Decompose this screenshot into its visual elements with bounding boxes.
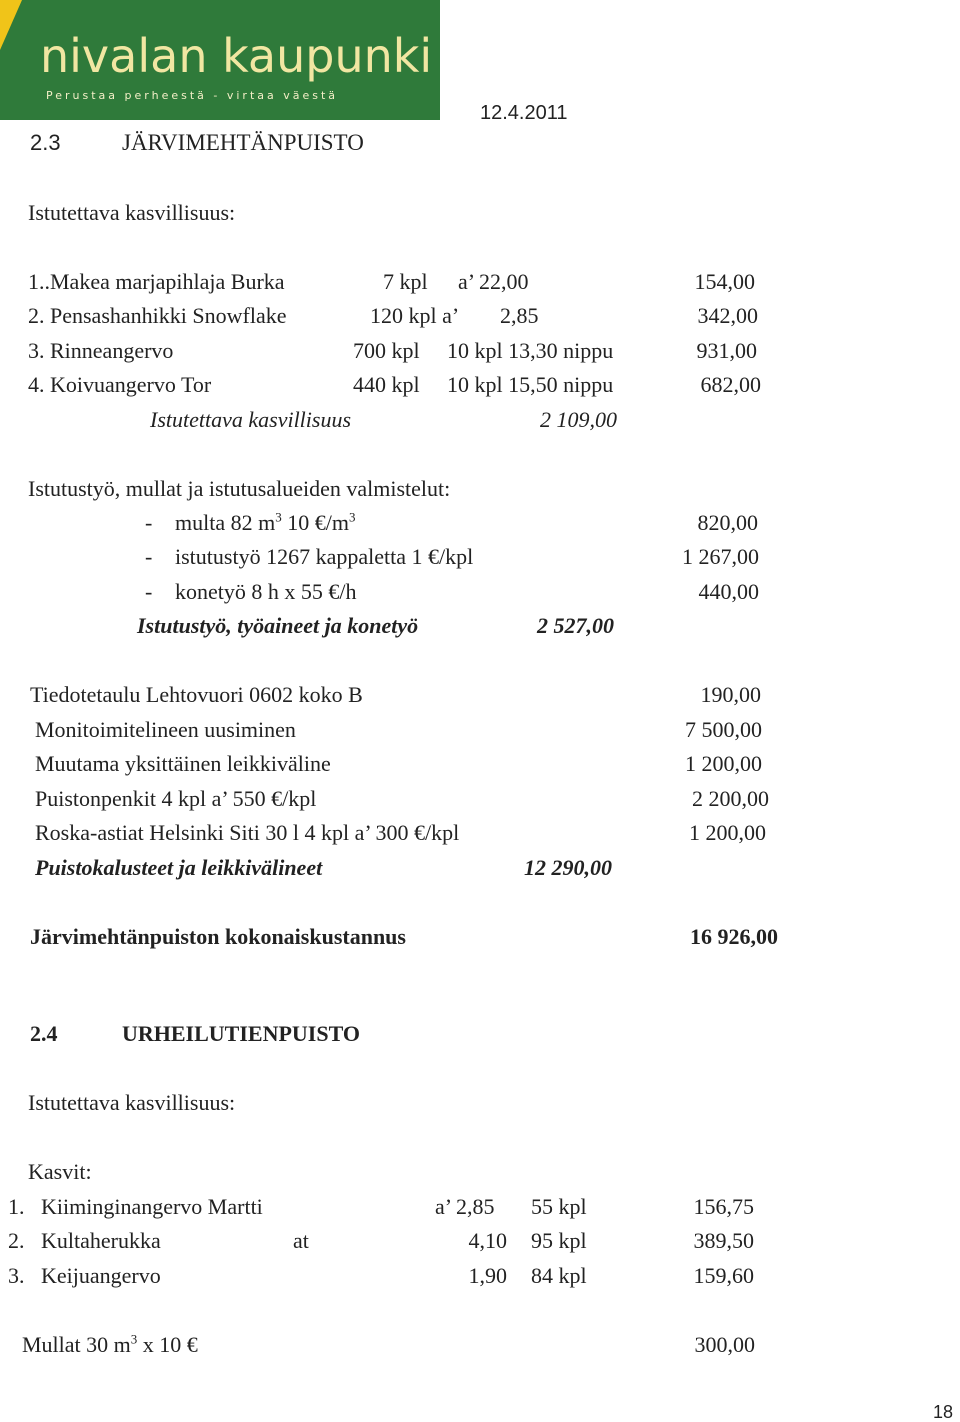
item-total: 931,00 (696, 338, 757, 363)
plant-name: Keijuangervo (41, 1263, 161, 1288)
item-total: 682,00 (700, 372, 761, 397)
section-title: URHEILUTIENPUISTO (122, 1021, 360, 1046)
subtotal-furniture-label: Puistokalusteet ja leikkivälineet (35, 855, 323, 880)
furniture-item-label: Puistonpenkit 4 kpl a’ 550 €/kpl (35, 786, 317, 811)
work-heading: Istutustyö, mullat ja istutusalueiden valmistelut: (28, 476, 451, 501)
logo-slogan: Perustaa perheestä - virtaa väestä (46, 89, 339, 102)
subtotal-work-value: 2 527,00 (537, 613, 614, 638)
plant-number: 1. (8, 1194, 25, 1219)
item-qty: 700 kpl (353, 338, 420, 363)
list-dash: - (145, 544, 153, 569)
section-title: JÄRVIMEHTÄNPUISTO (122, 130, 364, 155)
item-qty: 7 kpl (383, 269, 428, 294)
plant-price: 4,10 (468, 1228, 507, 1253)
logo-name: nivalan kaupunki (40, 29, 433, 83)
work-item-total: 820,00 (697, 510, 758, 535)
plant-qty: 84 kpl (531, 1263, 587, 1288)
furniture-item-label: Roska-astiat Helsinki Siti 30 l 4 kpl a’ 300 €/kpl (35, 820, 460, 845)
furniture-item-total: 2 200,00 (692, 786, 769, 811)
plant-mid: at (293, 1228, 309, 1253)
page-number: 18 (933, 1402, 954, 1422)
section-number: 2.3 (30, 130, 61, 155)
list-dash: - (145, 510, 153, 535)
furniture-item-total: 1 200,00 (689, 820, 766, 845)
plant-qty: 55 kpl (531, 1194, 587, 1219)
subtotal-furniture-value: 12 290,00 (524, 855, 612, 880)
item-name: 1..Makea marjapihlaja Burka (28, 269, 285, 294)
item-total: 342,00 (697, 303, 758, 328)
plant-number: 2. (8, 1228, 25, 1253)
item-name: 4. Koivuangervo Tor (28, 372, 212, 397)
subtotal-plants-label: Istutettava kasvillisuus (150, 407, 352, 432)
furniture-item-label: Tiedotetaulu Lehtovuori 0602 koko B (30, 682, 363, 707)
item-qty: 440 kpl (353, 372, 420, 397)
city-logo (0, 0, 440, 120)
work-item-label: multa 82 $m^3$ 10 $€/m^3$ (175, 509, 356, 535)
plant-total: 156,75 (693, 1194, 754, 1219)
plants-heading: Istutettava kasvillisuus: (28, 1090, 236, 1115)
plant-price: 1,90 (468, 1263, 507, 1288)
furniture-item-total: 1 200,00 (685, 751, 762, 776)
subtotal-plants-value: 2 109,00 (540, 407, 617, 432)
item-name: 2. Pensashanhikki Snowflake (28, 303, 287, 328)
soil-total: 300,00 (694, 1332, 755, 1357)
furniture-item-total: 7 500,00 (685, 717, 762, 742)
document-date: 12.4.2011 (480, 102, 568, 124)
item-price: a’ 22,00 (458, 269, 529, 294)
item-qty: 120 kpl a’ (370, 303, 460, 328)
plant-number: 3. (8, 1263, 25, 1288)
item-total: 154,00 (694, 269, 755, 294)
plant-price: a’ 2,85 (435, 1194, 495, 1219)
item-price: 10 kpl 15,50 nippu (447, 372, 614, 397)
work-item-label: istutustyö 1267 kappaletta 1 €/kpl (175, 544, 474, 569)
plant-name: Kiiminginangervo Martti (41, 1194, 263, 1219)
kasvit-heading: Kasvit: (28, 1159, 92, 1184)
item-price: 10 kpl 13,30 nippu (447, 338, 614, 363)
plants-heading: Istutettava kasvillisuus: (28, 200, 236, 225)
plant-qty: 95 kpl (531, 1228, 587, 1253)
work-item-total: 440,00 (698, 579, 759, 604)
plant-name: Kultaherukka (41, 1228, 161, 1253)
plant-total: 389,50 (693, 1228, 754, 1253)
furniture-item-total: 190,00 (700, 682, 761, 707)
grand-total-value: 16 926,00 (690, 924, 778, 949)
furniture-item-label: Monitoimitelineen uusiminen (35, 717, 296, 742)
section-number: 2.4 (30, 1021, 58, 1046)
work-item-total: 1 267,00 (682, 544, 759, 569)
grand-total-label: Järvimehtänpuiston kokonaiskustannus (30, 924, 406, 949)
leaf-icon (0, 0, 22, 50)
item-price: 2,85 (500, 303, 539, 328)
soil-label: Mullat 30 $m^3$ x 10 € (22, 1331, 198, 1357)
plant-total: 159,60 (693, 1263, 754, 1288)
work-item-label: konetyö 8 h x 55 €/h (175, 579, 357, 604)
subtotal-work-label: Istutustyö, työaineet ja konetyö (137, 613, 419, 638)
list-dash: - (145, 579, 153, 604)
furniture-item-label: Muutama yksittäinen leikkiväline (35, 751, 331, 776)
item-name: 3. Rinneangervo (28, 338, 174, 363)
